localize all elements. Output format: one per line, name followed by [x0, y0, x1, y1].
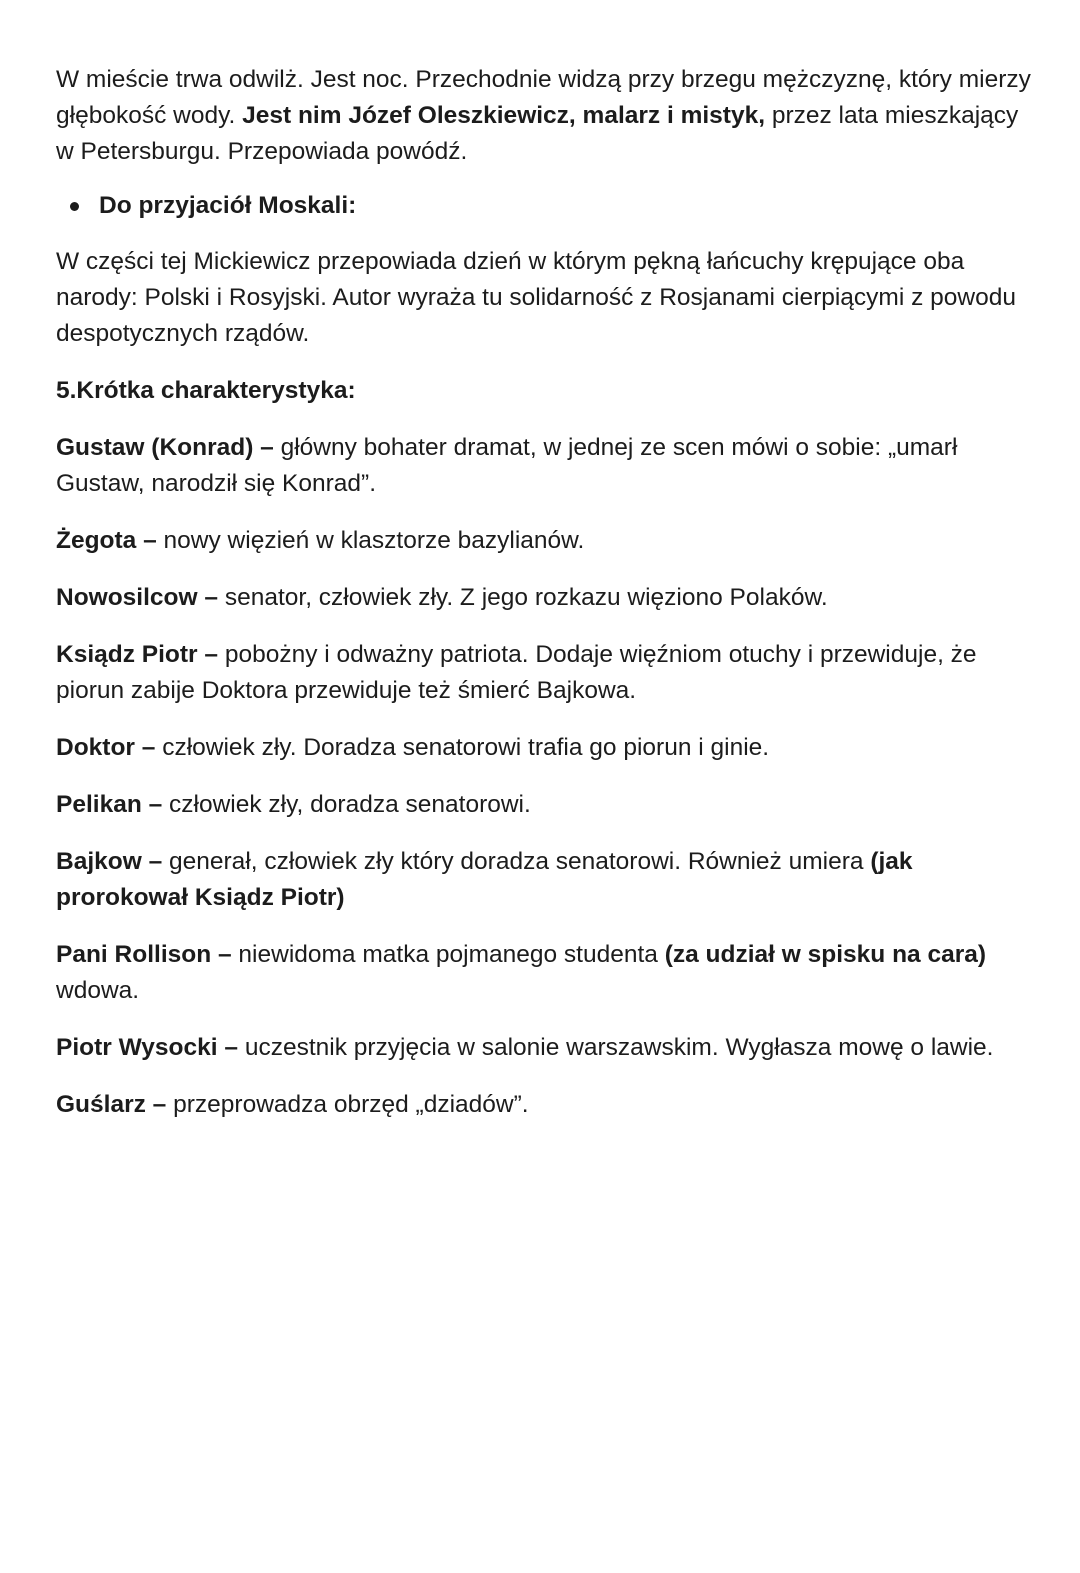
- character-name: Doktor –: [56, 734, 156, 761]
- character-item: [56, 844, 1031, 916]
- character-item: [56, 523, 1031, 559]
- character-item: [56, 1087, 1031, 1123]
- character-name: Guślarz –: [56, 1091, 167, 1118]
- character-item: [56, 937, 1031, 1009]
- character-desc: senator, człowiek zły. Z jego rozkazu więziono Polaków.: [218, 584, 828, 611]
- intro-paragraph: [56, 62, 1031, 170]
- character-desc: główny bohater dramat, w jednej ze scen mówi o sobie: „umarł Gustaw, narodził się Konrad”.: [56, 434, 958, 497]
- document-page: [56, 62, 1031, 1144]
- character-item: [56, 1030, 1031, 1066]
- intro-bold-text: Jest nim Józef Oleszkiewicz, malarz i mistyk,: [242, 102, 766, 129]
- character-name: Pelikan –: [56, 791, 163, 818]
- section-heading: 5.Krótka charakterystyka:: [56, 377, 356, 404]
- bullet-item: [70, 188, 1031, 224]
- character-desc: uczestnik przyjęcia w salonie warszawskim. Wygłasza mowę o lawie.: [238, 1034, 994, 1061]
- character-bold-note: (za udział w spisku na cara): [664, 941, 987, 968]
- bullet-title: Do przyjaciół Moskali:: [99, 192, 357, 219]
- character-item: [56, 787, 1031, 823]
- character-name: Ksiądz Piotr –: [56, 641, 219, 668]
- character-desc: nowy więzień w klasztorze bazylianów.: [156, 527, 585, 554]
- character-name: Nowosilcow –: [56, 584, 219, 611]
- character-item: [56, 430, 1031, 502]
- character-name: Pani Rollison –: [56, 941, 232, 968]
- character-name: Żegota –: [56, 527, 157, 554]
- character-desc: pobożny i odważny patriota. Dodaje więźniom otuchy i przewiduje, że piorun zabije Doktora przewiduje też śmierć Bajkowa.: [56, 641, 977, 704]
- character-desc: człowiek zły, doradza senatorowi.: [162, 791, 531, 818]
- character-desc: człowiek zły. Doradza senatorowi trafia go piorun i ginie.: [155, 734, 770, 761]
- character-name: Gustaw (Konrad) –: [56, 434, 274, 461]
- character-name: Bajkow –: [56, 848, 163, 875]
- character-item: [56, 730, 1031, 766]
- intro-text-end: przez lata mieszkający w Petersburgu. Przepowiada powódź.: [56, 102, 1019, 165]
- character-bold-note: (jak prorokował Ksiądz Piotr): [56, 848, 913, 911]
- character-desc-end: wdowa.: [56, 977, 140, 1004]
- character-name: Piotr Wysocki –: [56, 1034, 239, 1061]
- intro-text: W mieście trwa odwilż. Jest noc. Przechodnie widzą przy brzegu mężczyznę, który mierzy głębokość wody.: [56, 66, 1031, 129]
- character-desc: generał, człowiek zły który doradza senatorowi. Również umiera: [162, 848, 871, 875]
- character-desc: niewidoma matka pojmanego studenta: [231, 941, 665, 968]
- character-item: [56, 580, 1031, 616]
- moskali-paragraph: W części tej Mickiewicz przepowiada dzień w którym pękną łańcuchy krępujące oba narody: Polski i Rosyjski. Autor wyraża tu solidarność z Rosjanami cierpiącymi z powodu despotycznych rządów.: [56, 248, 1016, 347]
- bullet-dot-icon: [70, 202, 79, 211]
- character-item: [56, 637, 1031, 709]
- character-desc: przeprowadza obrzęd „dziadów”.: [166, 1091, 529, 1118]
